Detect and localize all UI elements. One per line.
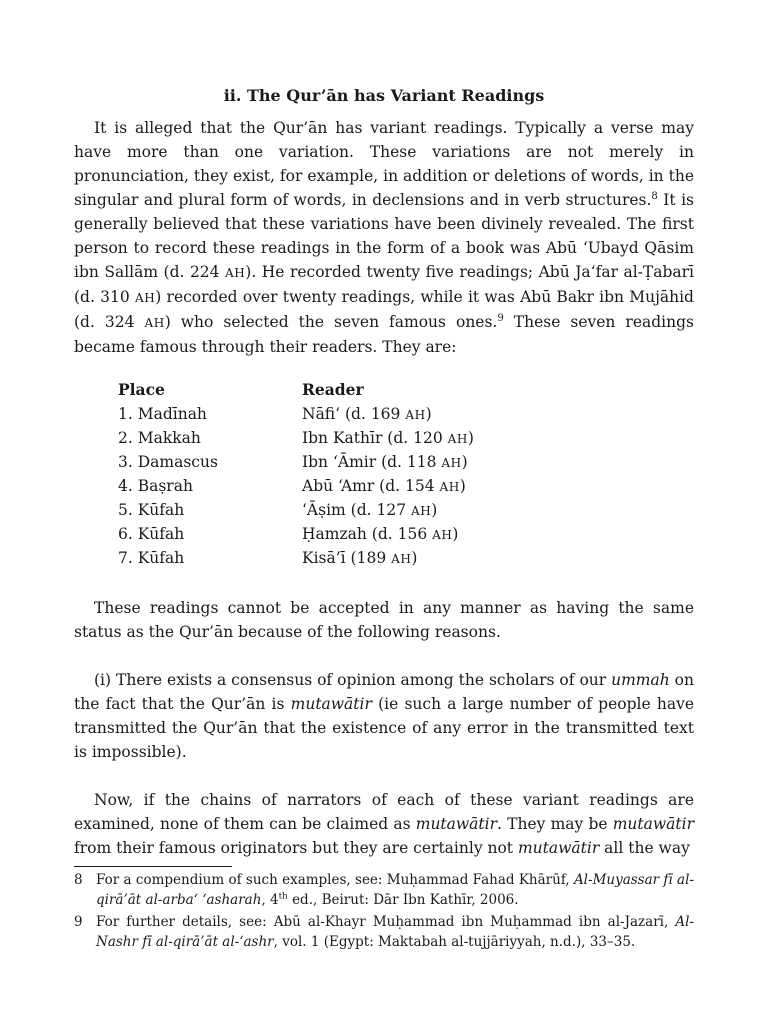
place-cell: 1. Madīnah — [118, 405, 207, 423]
reader-cell: ‘Āṣim (d. 127 AH) — [302, 501, 438, 519]
footnote-ref-8[interactable]: 8 — [651, 190, 658, 202]
table-row — [118, 498, 518, 522]
paragraph-intro: It is alleged that the Qur’ān has variant readings. Typically a verse may have more than one variation. These variations are not merely in pronunciation, they exist, for example, in addition or deletions of words, in the singular and plural form of words, in declensions and in verb structures.$^8$ It is generally believed that these variations have been divinely revealed. The first person to record these readings in the form of a book was Abū ‘Ubayd Qāsim ibn Sallām (d. 224 AH). He recorded twenty five readings; Abū Ja‘far al-Ṭabarī (d. 310 AH) recorded over twenty readings, while it was Abū Bakr ibn Mujāhid (d. 324 AH) who selected the seven famous ones.$^9$ These seven readings became famous through their readers. They are: — [74, 119, 695, 356]
reader-cell: Ḥamzah (d. 156 AH) — [302, 525, 459, 543]
reader-cell: Kisā’ī (189 AH) — [302, 549, 418, 567]
section-heading: ii. The Qur’ān has Variant Readings — [223, 86, 545, 105]
footnote-divider — [74, 866, 232, 867]
reader-cell: Ibn ‘Āmir (d. 118 AH) — [302, 453, 468, 471]
table-row — [118, 474, 518, 498]
footnotes — [74, 870, 694, 954]
place-cell: 3. Damascus — [118, 453, 218, 471]
footnote-ref-9[interactable]: 9 — [497, 312, 504, 324]
reader-cell: Abū ‘Amr (d. 154 AH) — [302, 477, 466, 495]
table-row — [118, 522, 518, 546]
place-cell: 2. Makkah — [118, 429, 201, 447]
place-cell: 6. Kūfah — [118, 525, 185, 543]
column-header-reader: Reader — [302, 380, 364, 399]
footnote-number: 9 — [74, 914, 83, 930]
footnote-text: For further details, see: Abū al-Khayr Muḥammad ibn Muḥammad ibn al-Jazarī, Al-Nashr fī al-qirā’āt al-‘ashr, vol. 1 (Egypt: Maktabah al-tujjāriyyah, n.d.), 33–35. — [96, 914, 694, 950]
footnote-9 — [74, 912, 694, 952]
paragraph-reason-1: (i) There exists a consensus of opinion among the scholars of our ummah on the fact that the Qur’ān is mutawātir (ie such a large number of people have transmitted the Qur’ān that the existence of any error in the transmitted text is impossible). — [74, 671, 695, 761]
table-row — [118, 402, 518, 426]
table-row — [118, 546, 518, 570]
place-cell: 7. Kūfah — [118, 549, 185, 567]
reader-cell: Nāfi‘ (d. 169 AH) — [302, 405, 432, 423]
readings-table — [118, 378, 518, 570]
readings-header-row — [118, 378, 518, 402]
place-cell: 5. Kūfah — [118, 501, 185, 519]
table-row — [118, 426, 518, 450]
reader-cell: Ibn Kathīr (d. 120 AH) — [302, 429, 474, 447]
footnote-text: For a compendium of such examples, see: Muḥammad Fahad Khārūf, Al-Muyassar fī al-qirā’āt al-arba‘ ‘asharah, 4th ed., Beirut: Dār Ibn Kathīr, 2006. — [96, 872, 694, 908]
footnote-number: 8 — [74, 872, 83, 888]
column-header-place: Place — [118, 380, 165, 399]
place-cell: 4. Baṣrah — [118, 477, 193, 495]
paragraph-status: These readings cannot be accepted in any manner as having the same status as the Qur’ān because of the following reasons. — [74, 599, 694, 641]
footnote-8 — [74, 870, 694, 910]
paragraph-chains: Now, if the chains of narrators of each of these variant readings are examined, none of them can be claimed as mutawātir. They may be mutawātir from their famous originators but they are certainly not mutawātir all the way — [74, 791, 694, 857]
table-row — [118, 450, 518, 474]
